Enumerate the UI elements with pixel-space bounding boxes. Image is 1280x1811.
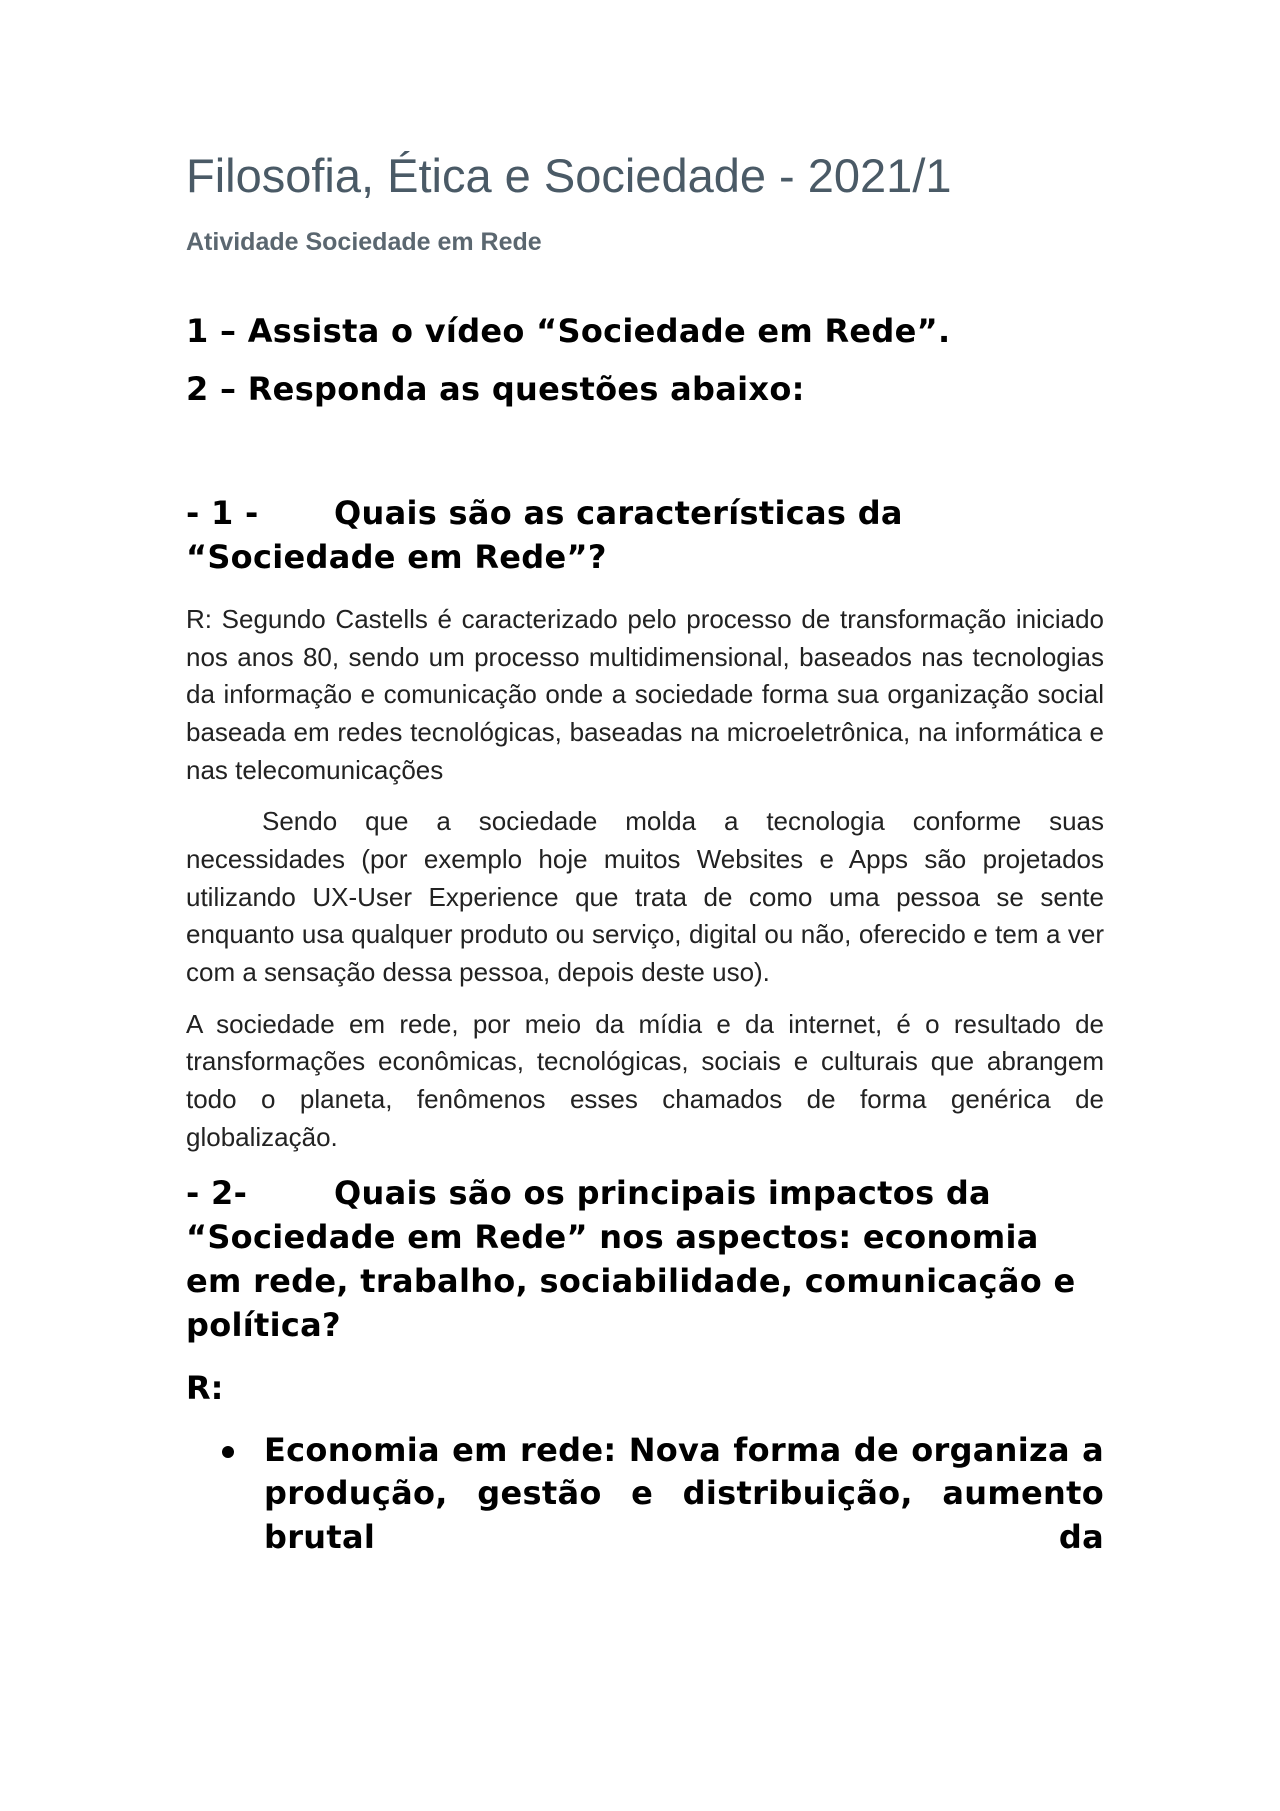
answer-2-label: R:: [186, 1369, 224, 1408]
question-2-number: - 2-: [186, 1173, 248, 1212]
list-item: [186, 1429, 1104, 1559]
question-1-number: - 1 -: [186, 493, 259, 532]
question-2-text: Quais são os principais impactos da “Sociedade em Rede” nos aspectos: economia em rede, trabalho, sociabilidade, comunicação e política?: [186, 1173, 1076, 1344]
document-title: Filosofia, Ética e Sociedade - 2021/1: [186, 149, 952, 202]
answer-1-paragraph-3: A sociedade em rede, por meio da mídia e da internet, é o resultado de transformações econômicas, tecnológicas, sociais e culturais que abrangem todo o planeta, fenômenos esses chamados de forma genérica de globalização.: [186, 1008, 1104, 1152]
bullet-icon: [222, 1446, 234, 1458]
question-2-heading: [186, 1171, 1104, 1348]
answer-1-paragraph-1: R: Segundo Castells é caracterizado pelo processo de transformação iniciado nos anos 80, sendo um processo multidimensional, baseados nas tecnologias da informação e comunicação onde a sociedade forma sua organização social baseada em redes tecnológicas, baseadas na microeletrônica, na informática e nas telecomunicações: [186, 603, 1104, 785]
instruction-step-2: 2 – Responda as questões abaixo:: [186, 369, 805, 408]
answer-2-bullet-list: [186, 1429, 1104, 1559]
document-subtitle: Atividade Sociedade em Rede: [186, 228, 542, 257]
bullet-text: Economia em rede: Nova forma de organiza a produção, gestão e distribuição, aumento brutal da: [264, 1431, 1104, 1556]
instruction-step-1: 1 – Assista o vídeo “Sociedade em Rede”.: [186, 312, 951, 351]
question-1-text: Quais são as características da “Sociedade em Rede”?: [186, 493, 903, 576]
question-1-heading: [186, 491, 1104, 579]
document-page: [186, 148, 1104, 1559]
answer-1-paragraph-2: Sendo que a sociedade molda a tecnologia conforme suas necessidades (por exemplo hoje muitos Websites e Apps são projetados utilizando UX-User Experience que trata de como uma pessoa se sente enquanto usa qualquer produto ou serviço, digital ou não, oferecido e tem a ver com a sensação dessa pessoa, depois deste uso).: [186, 806, 1104, 988]
